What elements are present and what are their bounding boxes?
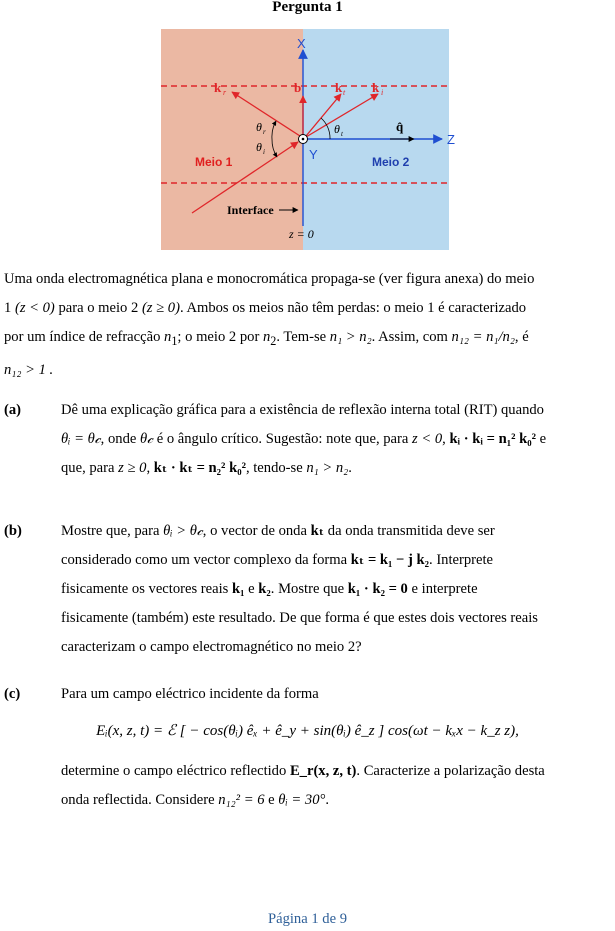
text: e interprete bbox=[407, 581, 478, 597]
incident-field-equation bbox=[0, 717, 615, 746]
intro-paragraph bbox=[4, 265, 611, 385]
text: . Caracterize a polarização desta bbox=[356, 763, 545, 779]
math: kₜ = k₁ − j k₂ bbox=[350, 552, 430, 568]
intro-math: n₁₂ = n₁/n₂ bbox=[451, 329, 515, 345]
theta-i-sub: i bbox=[263, 148, 265, 156]
text: determine o campo eléctrico reflectido bbox=[61, 763, 290, 779]
text: e bbox=[264, 792, 279, 808]
intro-math: n bbox=[262, 329, 271, 345]
intro-math: n₁₂ > 1 . bbox=[4, 361, 54, 378]
intro-text: . Tem-se bbox=[276, 329, 330, 345]
math: θ𝒸 bbox=[140, 431, 154, 447]
math: k₁ bbox=[232, 581, 245, 597]
kt-label-sub: t bbox=[343, 88, 346, 97]
text: , o vector de onda bbox=[202, 523, 311, 539]
medium1-label: Meio 1 bbox=[195, 155, 233, 169]
text: . bbox=[348, 460, 352, 476]
text: . Mostre que bbox=[270, 581, 348, 597]
intro-text: . Ambos os meios não têm perdas: o meio 1 é caracterizado bbox=[179, 300, 527, 316]
q-hat-label: q̂ bbox=[396, 119, 404, 134]
b-label: b bbox=[294, 80, 302, 95]
text: e bbox=[244, 581, 259, 597]
page-title: Pergunta 1 bbox=[272, 0, 343, 15]
intro-text: . Assim, com bbox=[371, 329, 452, 345]
intro-line-1: Uma onda electromagnética plana e monocromática propaga-se (ver figura anexa) do meio bbox=[4, 271, 535, 287]
kr-label-sub: r bbox=[223, 88, 227, 97]
intro-math-sub: 2 bbox=[270, 333, 277, 348]
z0-label: z = 0 bbox=[289, 227, 314, 241]
item-b-line-4: fisicamente (também) este resultado. De que forma é que estes dois vectores reais bbox=[61, 610, 538, 626]
text: considerado como um vector complexo da forma bbox=[61, 552, 351, 568]
item-c-line-3 bbox=[61, 757, 612, 786]
text: fisicamente os vectores reais bbox=[61, 581, 232, 597]
math: kₜ · kₜ = n₂² k₀² bbox=[153, 460, 246, 476]
theta-i-label: θ bbox=[256, 140, 262, 154]
item-a-line-2 bbox=[61, 425, 612, 454]
axis-y-label: Y bbox=[309, 147, 318, 162]
item-c-line-4 bbox=[61, 786, 612, 815]
text: , tendo-se bbox=[245, 460, 307, 476]
text: onda reflectida. Considere bbox=[61, 792, 219, 808]
math: kᵢ · kᵢ = n₁² k₀² bbox=[449, 431, 537, 447]
text: Mostre que, para bbox=[61, 523, 164, 539]
interface-label: Interface bbox=[227, 203, 274, 217]
theta-r-sub: r bbox=[263, 128, 266, 136]
ki-label-sub: i bbox=[381, 88, 384, 97]
intro-math: n₁ > n₂ bbox=[329, 329, 372, 345]
math: θᵢ = θ𝒸 bbox=[61, 431, 101, 447]
text: , bbox=[442, 431, 450, 447]
text: , bbox=[146, 460, 154, 476]
axis-x-label: X bbox=[297, 36, 306, 51]
math: k₂ bbox=[258, 581, 271, 597]
math: n₁ > n₂ bbox=[306, 460, 349, 476]
text: que, para bbox=[61, 460, 119, 476]
math: k₁ · k₂ = 0 bbox=[347, 581, 408, 597]
text: . Interprete bbox=[429, 552, 494, 568]
intro-line-3 bbox=[4, 323, 611, 356]
kt-label: k bbox=[335, 80, 343, 95]
item-b-line-5: caracterizam o campo electromagnético no meio 2? bbox=[61, 639, 362, 655]
math: z < 0 bbox=[412, 431, 443, 447]
intro-text: ; o meio 2 por bbox=[177, 329, 263, 345]
item-a-text bbox=[61, 396, 612, 483]
intro-text: para o meio 2 bbox=[54, 300, 142, 316]
medium2-label: Meio 2 bbox=[372, 155, 410, 169]
kr-label: k bbox=[214, 80, 222, 95]
item-b-label: (b) bbox=[4, 523, 22, 539]
intro-math: n bbox=[164, 329, 172, 345]
math: Eᵢ(x, z, t) = ℰ [ − cos(θᵢ) êₓ + ê_y + sin(θᵢ) ê_z ] cos(ωt − kₓx − k_z z), bbox=[96, 723, 519, 739]
item-c-label: (c) bbox=[4, 686, 21, 702]
item-b-line-2 bbox=[61, 546, 612, 575]
theta-t-sub: t bbox=[341, 130, 343, 138]
item-a-label: (a) bbox=[4, 402, 22, 418]
text: . bbox=[325, 792, 329, 808]
item-c-text bbox=[61, 757, 612, 815]
math: kₜ bbox=[310, 523, 325, 539]
item-c-line-1: Para um campo eléctrico incidente da forma bbox=[61, 686, 319, 702]
math: n₁₂² = 6 bbox=[218, 792, 265, 808]
math: z ≥ 0 bbox=[118, 460, 147, 476]
item-b-line-1 bbox=[61, 517, 612, 546]
page-number: Página 1 de 9 bbox=[267, 911, 348, 927]
intro-math: (z < 0) bbox=[14, 300, 55, 316]
axis-z-label: Z bbox=[447, 132, 455, 147]
diagram-figure bbox=[0, 0, 615, 250]
math: θᵢ = 30° bbox=[278, 792, 326, 808]
text: e bbox=[536, 431, 547, 447]
intro-text: , é bbox=[514, 329, 529, 345]
intro-math-sub: 1 bbox=[171, 333, 178, 348]
theta-r-label: θ bbox=[256, 120, 262, 134]
item-b-text bbox=[61, 517, 612, 662]
item-b-line-3 bbox=[61, 575, 612, 604]
intro-math: (z ≥ 0) bbox=[141, 300, 180, 316]
intro-text: 1 bbox=[4, 300, 12, 316]
item-a-line-1: Dê uma explicação gráfica para a existência de reflexão interna total (RIT) quando bbox=[61, 402, 544, 418]
text: é o ângulo crítico. Sugestão: note que, para bbox=[153, 431, 413, 447]
item-c-intro bbox=[61, 680, 612, 709]
math: θᵢ > θ𝒸 bbox=[163, 523, 203, 539]
origin-dot bbox=[302, 138, 305, 141]
text: , onde bbox=[100, 431, 140, 447]
theta-t-label: θ bbox=[334, 122, 340, 136]
ki-label: k bbox=[372, 80, 380, 95]
intro-text: por um índice de refracção bbox=[4, 329, 165, 345]
text: da onda transmitida deve ser bbox=[324, 523, 495, 539]
item-a-line-3 bbox=[61, 454, 612, 483]
intro-line-2 bbox=[4, 294, 611, 323]
intro-line-4 bbox=[4, 356, 611, 385]
math: E_r(x, z, t) bbox=[289, 763, 357, 779]
